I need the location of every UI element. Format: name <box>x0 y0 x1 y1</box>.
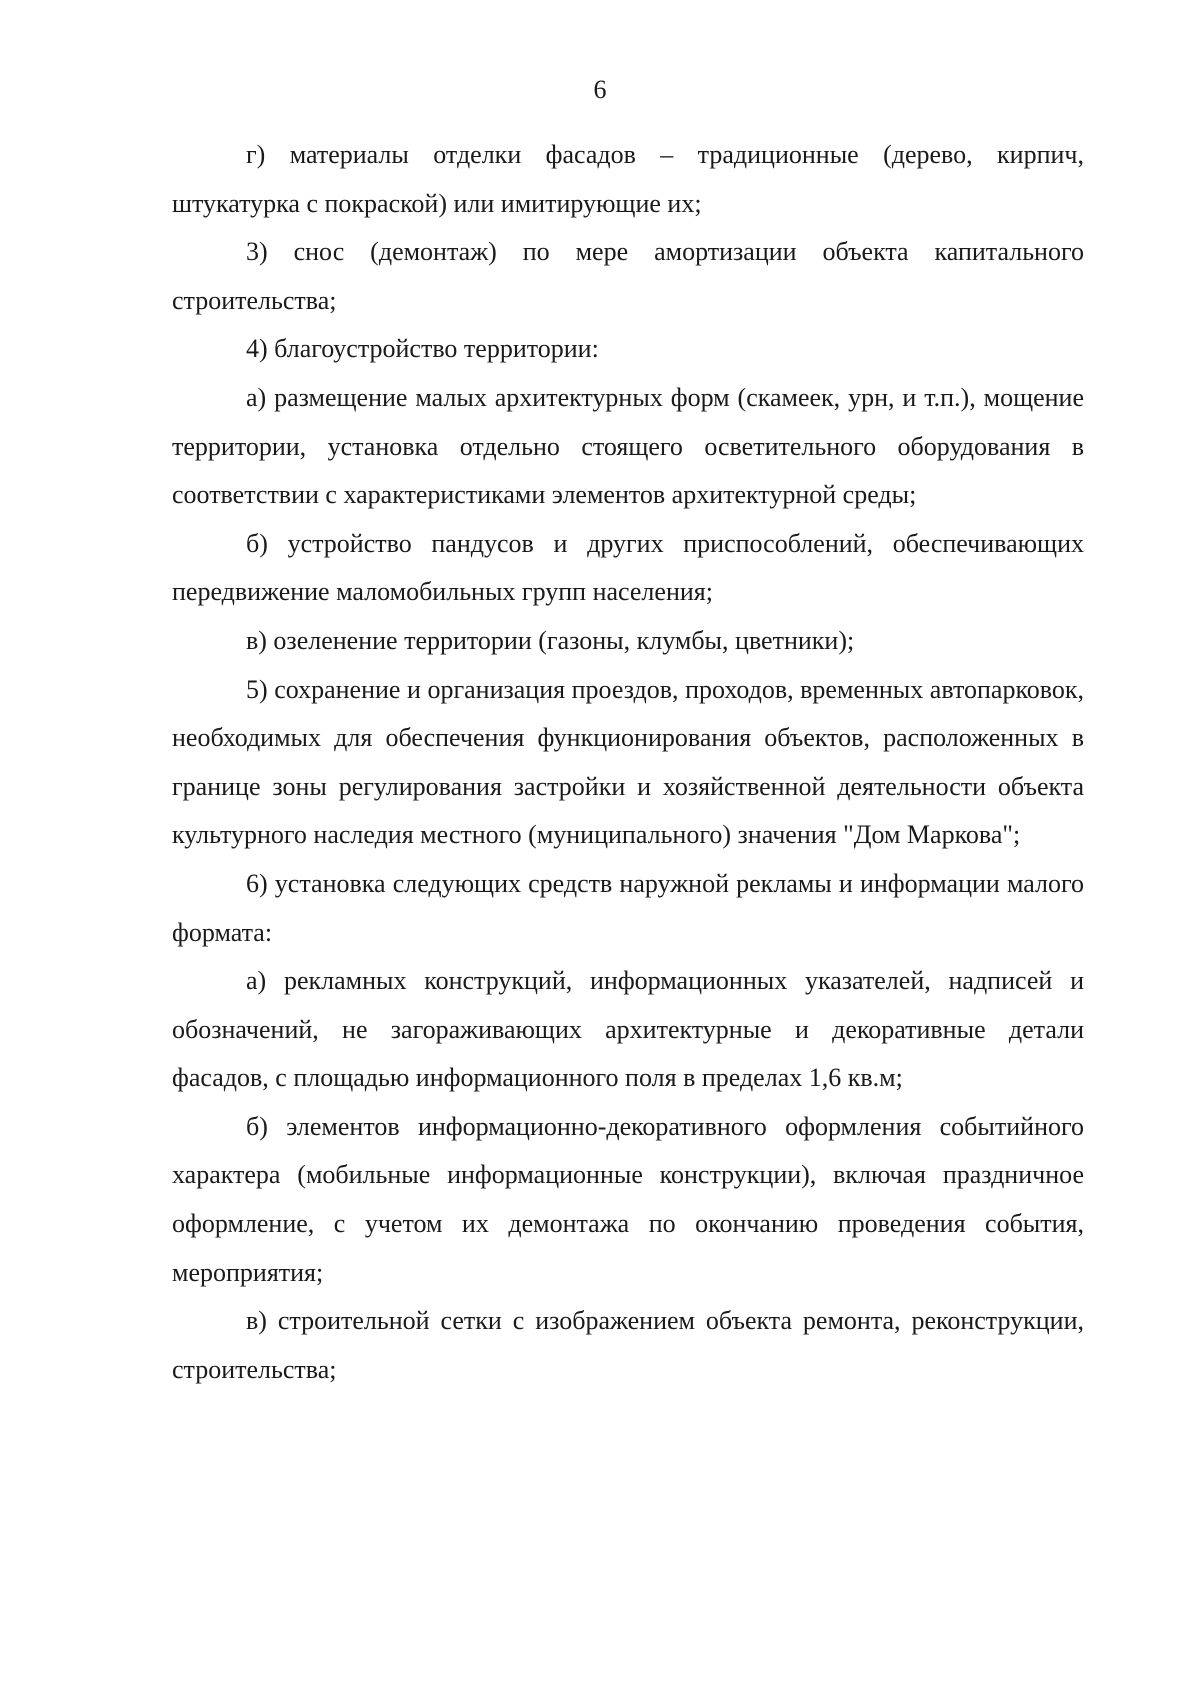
paragraph-advertising-structures: а) рекламных конструкций, информационных указателей, надписей и обозначений, не загораживающих архитектурные и декоративные детали фасадов, с площадью информационного поля в пределах 1,6 кв.м; <box>172 966 1084 1093</box>
paragraph-greening: в) озеленение территории (газоны, клумбы, цветники); <box>246 625 855 655</box>
page-number: 6 <box>593 75 607 104</box>
paragraph-event-decoration: б) элементов информационно-декоративного оформления событийного характера (мобильные информационные конструкции), включая праздничное оформление, с учетом их демонтажа по окончанию проведения события, мероприятия; <box>172 1111 1084 1287</box>
document-body <box>172 131 1084 1394</box>
paragraph-driveways-parking: 5) сохранение и организация проездов, проходов, временных автопарковок, необходимых для обеспечения функционирования объектов, расположенных в границе зоны регулирования застройки и хозяйственной деятельности объекта культурного наследия местного (муниципального) значения "Дом Маркова"; <box>172 674 1084 850</box>
paragraph-landscaping-heading: 4) благоустройство территории: <box>246 334 599 364</box>
paragraph-demolition: 3) снос (демонтаж) по мере амортизации объекта капитального строительства; <box>172 237 1084 315</box>
paragraph-ramps: б) устройство пандусов и других приспособлений, обеспечивающих передвижение маломобильных групп населения; <box>172 528 1084 607</box>
paragraph-construction-mesh: в) строительной сетки с изображением объекта ремонта, реконструкции, строительства; <box>172 1306 1084 1384</box>
paragraph-advertising-heading: 6) установка следующих средств наружной рекламы и информации малого формата: <box>172 868 1084 947</box>
paragraph-small-architectural-forms: а) размещение малых архитектурных форм (скамеек, урн, и т.п.), мощение территории, установка отдельно стоящего осветительного оборудования в соответствии с характеристиками элементов архитектурной среды; <box>172 382 1084 510</box>
paragraph-facade-materials: г) материалы отделки фасадов – традиционные (дерево, кирпич, штукатурка с покраской) или имитирующие их; <box>172 140 1084 218</box>
